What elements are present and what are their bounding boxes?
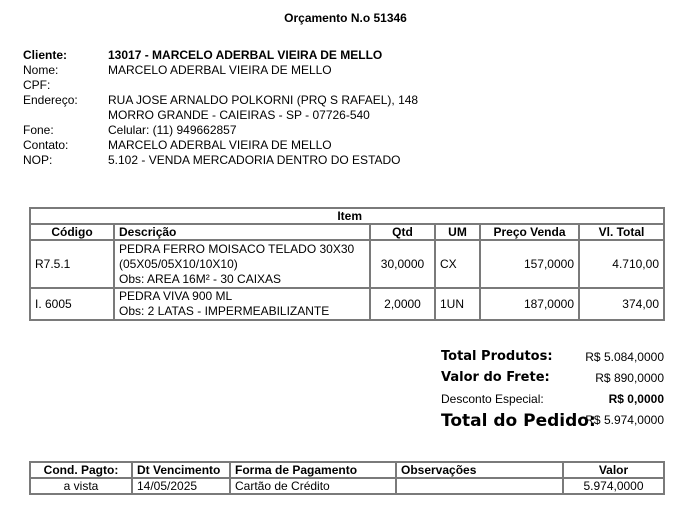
label-cpf: CPF: bbox=[23, 78, 51, 92]
label-endereco: Endereço: bbox=[23, 93, 78, 107]
value-cliente: 13017 - MARCELO ADERBAL VIEIRA DE MELLO bbox=[108, 48, 383, 62]
payment-column-headers bbox=[30, 462, 664, 478]
cell-um: 1UN bbox=[435, 288, 480, 320]
total-produtos-row bbox=[441, 346, 664, 367]
payment-table bbox=[29, 461, 665, 495]
cell-forma-pagamento: Cartão de Crédito bbox=[230, 478, 396, 494]
cell-vl-total: 4.710,00 bbox=[579, 240, 664, 288]
client-row-nop bbox=[23, 153, 418, 168]
col-header-preco-venda: Preço Venda bbox=[480, 224, 579, 240]
col-header-vl-total: Vl. Total bbox=[579, 224, 664, 240]
cell-valor: 5.974,0000 bbox=[563, 478, 664, 494]
cell-descricao bbox=[114, 288, 370, 320]
col-header-dt-vencimento: Dt Vencimento bbox=[132, 462, 230, 478]
items-section-title: Item bbox=[30, 208, 664, 224]
col-header-codigo: Código bbox=[30, 224, 114, 240]
totals-summary bbox=[441, 346, 664, 433]
label-contato: Contato: bbox=[23, 138, 69, 152]
table-row bbox=[30, 240, 664, 288]
value-cpf bbox=[108, 78, 418, 93]
label-nop: NOP: bbox=[23, 153, 53, 167]
items-column-headers bbox=[30, 224, 664, 240]
total-pedido-value: R$ 5.974,0000 bbox=[585, 413, 664, 427]
col-header-observacoes: Observações bbox=[396, 462, 563, 478]
value-nop: 5.102 - VENDA MERCADORIA DENTRO DO ESTADO bbox=[108, 153, 401, 167]
client-row-fone bbox=[23, 123, 418, 138]
table-row bbox=[30, 288, 664, 320]
client-info bbox=[23, 48, 418, 168]
value-endereco-line2: MORRO GRANDE - CAIEIRAS - SP - 07726-540 bbox=[108, 108, 370, 122]
valor-frete-label: Valor do Frete: bbox=[441, 370, 550, 385]
col-header-qtd: Qtd bbox=[370, 224, 435, 240]
client-row-cliente bbox=[23, 48, 418, 63]
descricao-line: PEDRA VIVA 900 ML bbox=[119, 289, 233, 303]
col-header-forma-pagamento: Forma de Pagamento bbox=[230, 462, 396, 478]
descricao-line: (05X05/05X10/10X10) bbox=[119, 256, 238, 271]
label-fone: Fone: bbox=[23, 123, 54, 137]
client-row-nome bbox=[23, 63, 418, 78]
col-header-um: UM bbox=[435, 224, 480, 240]
items-section-header bbox=[30, 208, 664, 224]
valor-frete-value: R$ 890,0000 bbox=[595, 371, 664, 385]
cell-um: CX bbox=[435, 240, 480, 288]
client-row-endereco-2 bbox=[23, 108, 418, 123]
cell-codigo: I. 6005 bbox=[30, 288, 114, 320]
cell-preco-venda: 187,0000 bbox=[480, 288, 579, 320]
client-row-cpf bbox=[23, 78, 418, 93]
descricao-obs: Obs: 2 LATAS - IMPERMEABILIZANTE bbox=[119, 304, 330, 318]
col-header-descricao: Descrição bbox=[114, 224, 370, 240]
col-header-valor: Valor bbox=[563, 462, 664, 478]
client-row-endereco bbox=[23, 93, 418, 108]
cell-qtd: 30,0000 bbox=[370, 240, 435, 288]
descricao-obs: Obs: AREA 16M² - 30 CAIXAS bbox=[119, 271, 282, 286]
table-row bbox=[30, 478, 664, 494]
desconto-row bbox=[441, 388, 664, 409]
cell-dt-vencimento: 14/05/2025 bbox=[132, 478, 230, 494]
total-produtos-value: R$ 5.084,0000 bbox=[585, 350, 664, 364]
value-contato: MARCELO ADERBAL VIEIRA DE MELLO bbox=[108, 138, 332, 152]
total-pedido-label: Total do Pedido: bbox=[441, 411, 596, 431]
cell-qtd: 2,0000 bbox=[370, 288, 435, 320]
label-cliente: Cliente: bbox=[23, 48, 68, 62]
total-pedido-row bbox=[441, 409, 664, 433]
total-produtos-label: Total Produtos: bbox=[441, 349, 553, 364]
client-row-contato bbox=[23, 138, 418, 153]
cell-cond-pagto: a vista bbox=[30, 478, 132, 494]
descricao-line: PEDRA FERRO MOISACO TELADO 30X30 bbox=[119, 241, 355, 256]
cell-codigo: R7.5.1 bbox=[30, 240, 114, 288]
value-nome: MARCELO ADERBAL VIEIRA DE MELLO bbox=[108, 63, 332, 77]
cell-vl-total: 374,00 bbox=[579, 288, 664, 320]
cell-descricao bbox=[114, 240, 370, 288]
label-empty bbox=[23, 108, 108, 123]
cell-observacoes bbox=[396, 478, 563, 494]
desconto-label: Desconto Especial: bbox=[441, 392, 544, 406]
label-nome: Nome: bbox=[23, 63, 59, 77]
desconto-value: R$ 0,0000 bbox=[608, 392, 664, 406]
value-endereco-line1: RUA JOSE ARNALDO POLKORNI (PRQ S RAFAEL), 148 bbox=[108, 93, 419, 107]
value-fone: Celular: (11) 949662857 bbox=[108, 123, 237, 137]
cell-preco-venda: 157,0000 bbox=[480, 240, 579, 288]
col-header-cond-pagto: Cond. Pagto: bbox=[30, 462, 132, 478]
items-table bbox=[29, 207, 665, 321]
valor-frete-row bbox=[441, 367, 664, 388]
document-title: Orçamento N.o 51346 bbox=[284, 11, 407, 25]
